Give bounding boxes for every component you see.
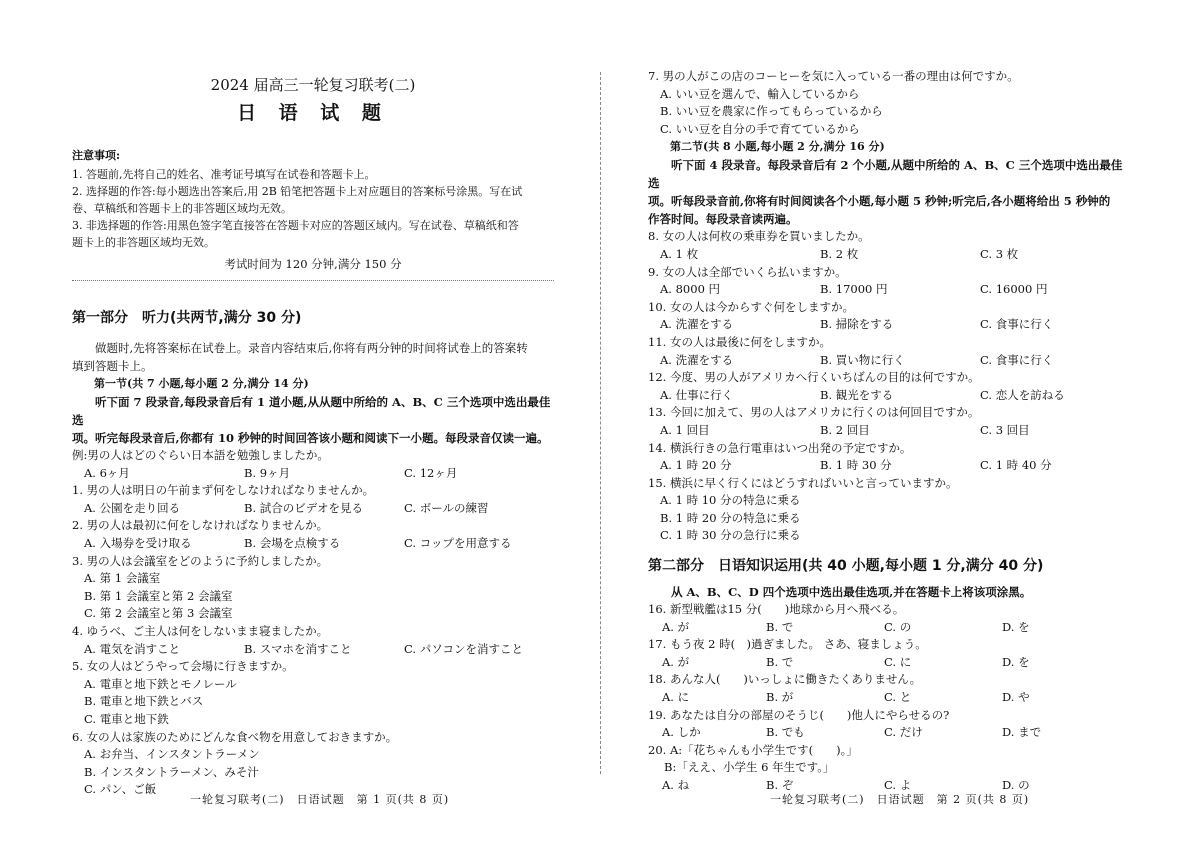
option-c: C. 電車と地下鉄: [84, 711, 169, 726]
section2-instructions-cont: 项。听每段录音前,你将有时间阅读各个小题,每小题 5 秒钟;听完后,各小题将给出 5 秒钟的: [648, 194, 1111, 209]
option-a: A. 1 時 20 分: [660, 458, 732, 473]
question-18: [648, 671, 1130, 706]
option-b: B. 9ヶ月: [244, 465, 291, 480]
option-b: B. が: [766, 690, 794, 705]
question-1: [72, 482, 554, 517]
right-column: [648, 68, 1130, 795]
part1-heading: 第一部分 听力(共两节,满分 30 分): [72, 310, 302, 326]
option-b: B. 電車と地下鉄とバス: [84, 694, 204, 709]
notice-line: 1. 答题前,先将自己的姓名、准考证号填写在试卷和答题卡上。: [72, 168, 376, 181]
option-c: C. だけ: [884, 725, 923, 740]
section2-instructions-cont: 作答时间。每段录音读两遍。: [648, 212, 798, 227]
question-text: 3. 男の人は会議室をどのように予約しましたか。: [72, 553, 329, 568]
option-c: C. に: [884, 654, 912, 669]
option-b: B. 2 回目: [820, 422, 870, 437]
question-text: 15. 横浜に早く行くにはどうすればいいと言っていますか。: [648, 475, 958, 490]
option-b: B. スマホを消すこと: [244, 641, 352, 656]
option-c: C. の: [884, 619, 912, 634]
options-row: [648, 619, 1130, 637]
question-text: 18. あんな人( )いっしょに働きたくありません。: [648, 672, 922, 687]
option-d: D. を: [1002, 654, 1030, 669]
question-text: 4. ゆうべ、ご主人は何をしないまま寝ましたか。: [72, 623, 329, 638]
option-a: A. しか: [662, 725, 701, 740]
option-b: B. 1 時 20 分の特急に乗る: [660, 510, 801, 525]
option-c: C. 12ヶ月: [404, 465, 458, 480]
options-row: [648, 457, 1130, 475]
question-text: 例:男の人はどのぐらい日本語を勉強しましたか。: [72, 448, 329, 462]
options-row: [648, 352, 1130, 370]
option-b: B. インスタントラーメン、みそ汁: [84, 764, 259, 779]
options-row: [72, 535, 554, 553]
option-a: A. が: [662, 654, 690, 669]
question-text: 19. あなたは自分の部屋のそうじ( )他人にやらせるの?: [648, 707, 950, 722]
exam-subject: 日 语 试 题: [237, 102, 389, 124]
exam-time: 考试时间为 120 分钟,满分 150 分: [224, 257, 402, 271]
option-c: C. いい豆を自分の手で育てているから: [660, 121, 860, 136]
option-a: A. お弁当、インスタントラーメン: [84, 747, 260, 762]
option-a: A. いい豆を選んで、輸入しているから: [660, 86, 860, 101]
notice-line: 题卡上的非答题区域均无效。: [72, 236, 215, 249]
option-c: C. と: [884, 690, 912, 705]
question-text: 12. 今度、男の人がアメリカへ行くいちばんの目的は何ですか。: [648, 370, 980, 385]
option-a: A. 1 回目: [660, 422, 710, 437]
options-row: [648, 387, 1130, 405]
notice-line: 卷、草稿纸和答题卡上的非答题区域均无效。: [72, 202, 292, 215]
option-a: A. 公園を走り回る: [84, 500, 181, 515]
question-text: 1. 男の人は明日の午前まず何をしなければなりませんか。: [72, 483, 375, 498]
question-2: [72, 517, 554, 552]
option-b: B. 2 枚: [820, 246, 859, 261]
options-row: [648, 724, 1130, 742]
option-d: D. の: [1002, 778, 1030, 792]
question-15: [648, 475, 1130, 545]
question-14: [648, 440, 1130, 475]
option-b: B. 掃除をする: [820, 317, 894, 332]
part1-intro: 做题时,先将答案标在试卷上。录音内容结束后,你将有两分钟的时间将试卷上的答案转: [95, 341, 528, 355]
option-b: B. ぞ: [766, 778, 794, 792]
section2-instructions: 听下面 4 段录音。每段录音后有 2 个小题,从题中所给的 A、B、C 三个选项中选出最佳选: [648, 158, 1123, 191]
option-b: B. 試合のビデオを見る: [244, 500, 364, 515]
section1-instructions-cont: 项。听完每段录音后,你都有 10 秒钟的时间回答该小题和阅读下一小题。每段录音仅读一遍。: [72, 431, 549, 445]
notice-line: 2. 选择题的作答:每小题选出答案后,用 2B 铅笔把答题卡上对应题目的答案标号涂黑。写在试: [72, 185, 523, 198]
option-a: A. 仕事に行く: [660, 387, 734, 402]
question-9: [648, 264, 1130, 299]
question-12: [648, 369, 1130, 404]
page-footer-right: 一轮复习联考(二) 日语试题 第 2 页(共 8 页): [770, 793, 1030, 806]
option-b: B. いい豆を農家に作ってもらっているから: [660, 104, 883, 119]
options-row: [648, 422, 1130, 440]
option-d: D. まで: [1002, 725, 1042, 740]
options-row: [648, 281, 1130, 299]
option-a: A. に: [662, 690, 690, 705]
option-c: C. 3 枚: [980, 246, 1019, 261]
question-text: 20. A:「花ちゃんも小学生です( )。」: [648, 742, 858, 757]
option-c: C. コップを用意する: [404, 535, 512, 550]
option-c: C. 3 回目: [980, 422, 1030, 437]
option-a: A. 1 枚: [660, 246, 699, 261]
question-16: [648, 601, 1130, 636]
option-a: A. 8000 円: [660, 282, 721, 297]
option-c: C. 食事に行く: [980, 317, 1054, 332]
question-text: 5. 女の人はどうやって会場に行きますか。: [72, 659, 294, 674]
question-4: [72, 623, 554, 658]
question-11: [648, 334, 1130, 369]
option-b: B. で: [766, 654, 794, 669]
part1-intro-cont: 填到答题卡上。: [72, 359, 153, 373]
notice-section: [72, 147, 554, 272]
notice-title: 注意事项:: [72, 149, 121, 162]
part2-instructions: 从 A、B、C、D 四个选项中选出最佳选项,并在答题卡上将该项涂黑。: [671, 585, 1032, 600]
option-b: B. で: [766, 619, 794, 634]
question-text: 6. 女の人は家族のためにどんな食べ物を用意しておきますか。: [72, 729, 398, 744]
question-13: [648, 404, 1130, 439]
option-c: C. 1 時 30 分の急行に乗る: [660, 528, 801, 543]
option-b: B. でも: [766, 725, 805, 740]
question-text: 13. 今回に加えて、男の人はアメリカに行くのは何回目ですか。: [648, 405, 980, 420]
option-b: B. 会場を点検する: [244, 535, 341, 550]
section1-heading: 第一节(共 7 小题,每小题 2 分,满分 14 分): [94, 377, 309, 390]
question-text-b: B:「ええ、小学生 6 年生です。」: [664, 760, 835, 775]
option-c: C. パン、ご飯: [84, 782, 157, 797]
option-a: A. 6ヶ月: [84, 465, 130, 480]
options-row: [72, 641, 554, 659]
option-a: A. 1 時 10 分の特急に乗る: [660, 493, 801, 508]
option-b: B. 第 1 会議室と第 2 会議室: [84, 588, 233, 603]
option-a: A. が: [662, 619, 690, 634]
section2-heading: 第二节(共 8 小题,每小题 2 分,满分 16 分): [670, 140, 885, 154]
option-c: C. 恋人を訪ねる: [980, 387, 1065, 402]
option-c: C. 第 2 会議室と第 3 会議室: [84, 606, 233, 621]
left-column: [72, 68, 554, 799]
option-a: A. 電気を消すこと: [84, 641, 181, 656]
question-example: [72, 447, 554, 482]
option-a: A. 入場券を受け取る: [84, 535, 192, 550]
question-text: 10. 女の人は今からすぐ何をしますか。: [648, 299, 854, 314]
option-a: A. ね: [662, 778, 690, 792]
option-a: A. 電車と地下鉄とモノレール: [84, 676, 237, 691]
options-row: [648, 246, 1130, 264]
option-c: C. 1 時 40 分: [980, 458, 1052, 473]
question-text: 9. 女の人は全部でいくら払いますか。: [648, 264, 847, 279]
option-c: C. 16000 円: [980, 282, 1048, 297]
column-divider: [600, 72, 601, 774]
question-text: 16. 新型戦艦は15 分( )地球から月へ飛べる。: [648, 602, 905, 617]
question-text: 11. 女の人は最後に何をしますか。: [648, 334, 831, 349]
option-c: C. ボールの練習: [404, 500, 489, 515]
option-b: B. 1 時 30 分: [820, 458, 892, 473]
question-17: [648, 636, 1130, 671]
question-text: 7. 男の人がこの店のコーヒーを気に入っている一番の理由は何ですか。: [648, 69, 1019, 83]
option-c: C. 食事に行く: [980, 352, 1054, 367]
question-3: [72, 553, 554, 623]
part2-heading: 第二部分 日语知识运用(共 40 小题,每小题 1 分,满分 40 分): [648, 558, 1044, 575]
options-row: [648, 316, 1130, 334]
option-b: B. 買い物に行く: [820, 352, 905, 367]
notice-line: 3. 非选择题的作答:用黑色签字笔直接答在答题卡对应的答题区域内。写在试卷、草稿纸和答: [72, 219, 519, 232]
option-a: A. 洗濯をする: [660, 317, 734, 332]
option-a: A. 洗濯をする: [660, 352, 734, 367]
option-d: D. を: [1002, 619, 1030, 634]
question-5: [72, 658, 554, 728]
question-6: [72, 729, 554, 799]
option-a: A. 第 1 会議室: [84, 571, 161, 586]
options-row: [72, 500, 554, 518]
option-c: C. よ: [884, 778, 912, 792]
question-text: 14. 横浜行きの急行電車はいつ出発の予定ですか。: [648, 440, 912, 455]
question-19: [648, 707, 1130, 742]
question-7: [648, 68, 1130, 138]
page-footer-left: 一轮复习联考(二) 日语试题 第 1 页(共 8 页): [190, 793, 450, 806]
option-d: D. や: [1002, 690, 1030, 705]
question-10: [648, 299, 1130, 334]
options-row: [648, 689, 1130, 707]
question-text: 17. もう夜 2 時( )過ぎました。 さあ、寝ましょう。: [648, 637, 927, 652]
option-b: B. 観光をする: [820, 387, 894, 402]
question-20: [648, 742, 1130, 795]
exam-title: 2024 届高三一轮复习联考(二): [210, 76, 416, 94]
option-c: C. パソコンを消すこと: [404, 641, 523, 656]
question-text: 2. 男の人は最初に何をしなければなりませんか。: [72, 518, 329, 533]
option-b: B. 17000 円: [820, 282, 888, 297]
options-row: [72, 465, 554, 483]
section1-instructions: 听下面 7 段录音,每段录音后有 1 道小题,从从题中所给的 A、B、C 三个选项中选出最佳选: [72, 395, 551, 427]
question-8: [648, 228, 1130, 263]
header-separator: [72, 280, 554, 281]
options-row: [648, 654, 1130, 672]
question-text: 8. 女の人は何枚の乗車券を買いましたか。: [648, 229, 870, 244]
